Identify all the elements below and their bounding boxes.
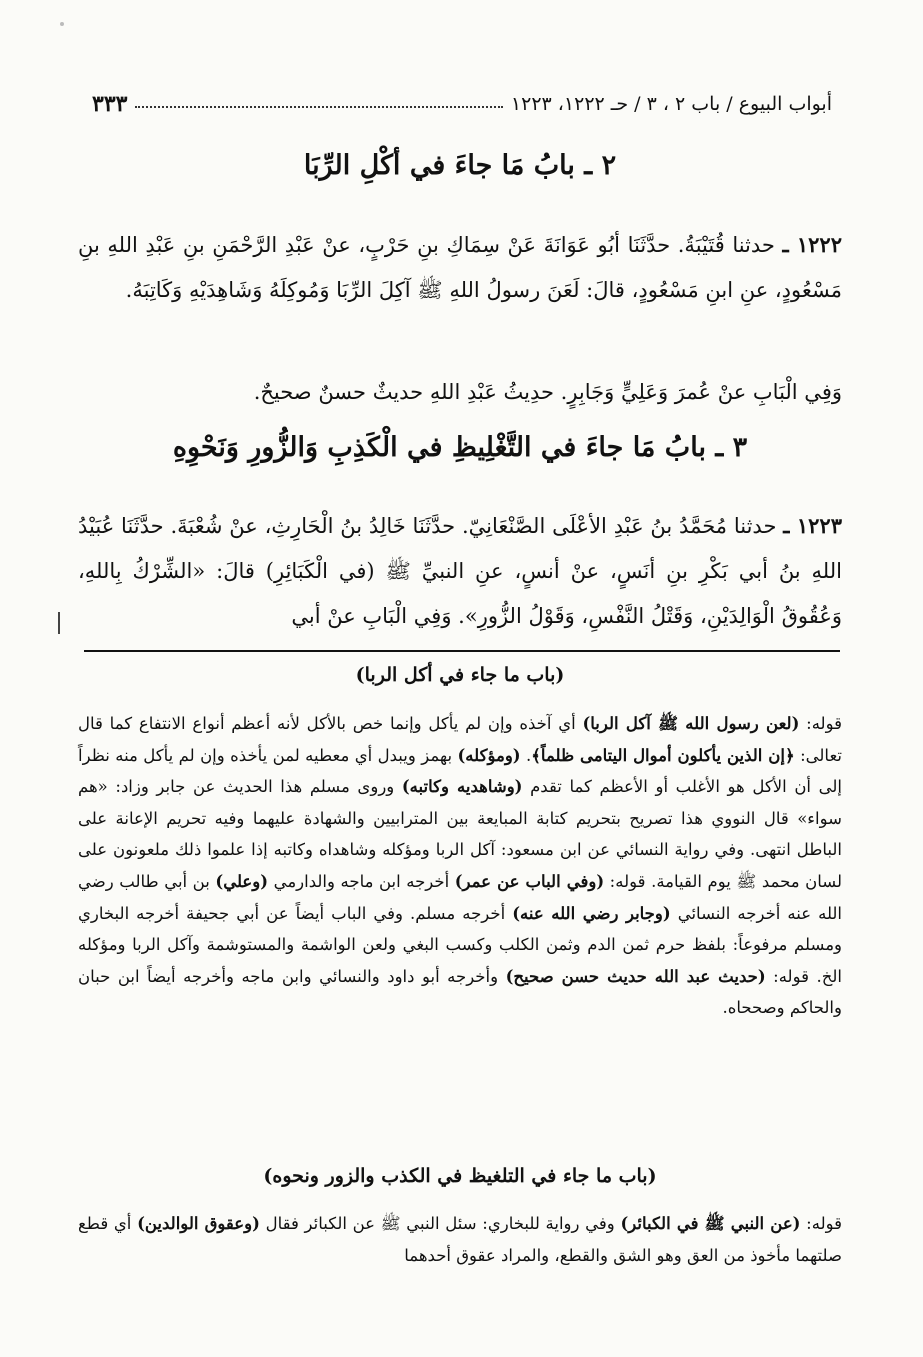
- hadith-number: ١٢٢٣ ـ: [783, 513, 842, 538]
- quoted-phrase: (وجابر رضي الله عنه): [512, 903, 671, 923]
- footnote-divider: [84, 650, 840, 652]
- page-number: ٣٣٣: [92, 91, 128, 117]
- commentary-paragraph-1: [78, 708, 842, 1024]
- quoted-phrase: (وشاهديه وكاتبه): [401, 777, 523, 797]
- chapter-3-title: ٣ ـ بابُ مَا جاءَ في التَّغْلِيظِ في الْكَذِبِ وَالزُّورِ وَنَحْوِهِ: [172, 432, 748, 463]
- commentary-text: بن أبي طالب رضي الله عنه أخرجه النسائي: [78, 871, 843, 923]
- commentary-text: أخرجه ابن ماجه والدارمي: [268, 871, 455, 891]
- quoted-phrase: (عن النبي ﷺ في الكبائر): [620, 1214, 801, 1233]
- quoted-phrase: (وعلي): [215, 871, 269, 891]
- commentary-heading-1: (باب ما جاء في أكل الربا): [355, 664, 565, 686]
- commentary-text: .: [520, 745, 532, 765]
- hadith-text: حدثنا قُتَيْبَةُ. حدَّثَنَا أبُو عَوَانَةَ عَنْ سِمَاكِ بنِ حَرْبٍ، عنْ عَبْدِ الرَّحْمَنِ بنِ عَبْدِ اللهِ بنِ مَسْعُودٍ، عنِ ابنِ مَسْعُودٍ، قالَ: لَعَنَ رسولُ اللهِ ﷺ آكِلَ الرِّبَا وَمُوكِلَهُ وَشَاهِدَيْهِ وَكَاتِبَهُ.: [78, 233, 842, 302]
- margin-mark: [58, 612, 60, 634]
- leader-dots: [135, 106, 502, 108]
- quoted-phrase: (لعن رسول الله ﷺ آكل الربا): [582, 714, 800, 733]
- quoted-phrase: (ومؤكله): [457, 745, 521, 765]
- quoted-phrase: (حديث عبد الله حديث حسن صحيح): [505, 966, 766, 986]
- commentary-text: وفي رواية للبخاري: سئل النبي ﷺ عن الكبائر فقال: [259, 1214, 621, 1233]
- chapter-2-title: ٢ ـ بابُ مَا جاءَ في أكْلِ الرِّبَا: [303, 150, 617, 181]
- commentary-text: قوله:: [800, 1214, 843, 1233]
- commentary-text: أخرجه مسلم. وفي الباب أيضاً عن أبي جحيفة أخرجه البخاري ومسلم مرفوعاً: بلفظ حرم ثمن الدم وثمن الكلب وكسب البغي ولعن الواشمة والمستوشمة وآكل الربا ومؤكله الخ. قوله:: [78, 903, 843, 986]
- running-title: أبواب البيوع / باب ٢ ، ٣ / حـ ١٢٢٢، ١٢٢٣: [510, 93, 832, 115]
- chapter-2-note: وَفِي الْبَابِ عنْ عُمرَ وَعَلِيٍّ وَجَابِرٍ. حدِيثُ عَبْدِ اللهِ حديثٌ حسنٌ صحيحٌ.: [253, 380, 842, 404]
- quoted-phrase: (وفي الباب عن عمر): [454, 871, 605, 891]
- commentary-text: وأخرجه أبو داود والنسائي وابن ماجه وأخرجه أيضاً ابن حبان والحاكم وصححاه.: [78, 966, 842, 1018]
- commentary-text: أي قطع صلتهما مأخوذ من العق وهو الشق والقطع، والمراد عقوق أحدهما: [78, 1214, 842, 1265]
- commentary-paragraph-2: [78, 1208, 842, 1271]
- hadith-text: حدثنا مُحَمَّدُ بنُ عَبْدِ الأعْلَى الصَّنْعَانِيّ. حدَّثَنَا خَالِدُ بنُ الْحَارِثِ، عنْ شُعْبَةَ. حدَّثَنَا عُبَيْدُ اللهِ بنُ أبي بَكْرِ بنِ أنَسٍ، عنْ أنسٍ، عنِ النبيِّ ﷺ (في الْكَبَائِرِ) قالَ: «الشِّرْكُ بِاللهِ، وَعُقُوقُ الْوَالِدَيْنِ، وَقَتْلُ النَّفْسِ، وَقَوْلُ الزُّورِ». وَفِي الْبَابِ عنْ أبي: [78, 514, 842, 628]
- scan-speck: [60, 22, 64, 26]
- hadith-1222: [78, 222, 842, 313]
- hadith-number: ١٢٢٢ ـ: [782, 232, 842, 257]
- commentary-text: وروى مسلم هذا الحديث عن جابر وزاد: «هم سواء» قال النووي هذا تصريح بتحريم كتابة المبايعة بين المترابيين والشهادة عليهما وفيه تحريم الإعانة على الباطل انتهى. وفي رواية النسائي عن ابن مسعود: آكل الربا ومؤكله وشاهداه وكاتبه إذا علموا ذلك ملعونون على لسان محمد ﷺ يوم القيامة. قوله:: [78, 777, 842, 891]
- quoted-phrase: (وعقوق الوالدين): [137, 1214, 260, 1233]
- commentary-text: قوله:: [799, 714, 842, 733]
- hadith-1223: [78, 503, 842, 639]
- commentary-heading-2: (باب ما جاء في التلغيظ في الكذب والزور ونحوه): [263, 1165, 657, 1187]
- running-header: [92, 88, 832, 120]
- commentary-text: بهمز ويبدل أي معطيه لمن يأخذه وإن لم يأكل منه نظراً إلى أن الأكل هو الأغلب أو الأعظم كما تقدم: [78, 745, 842, 797]
- commentary-text: أي آخذه وإن لم يأكل وإنما خص بالأكل لأنه أعظم أنواع الانتفاع كما قال تعالى:: [78, 714, 842, 765]
- quran-quote: ﴿إن الذين يأكلون أموال اليتامى ظلماً﴾: [531, 745, 795, 765]
